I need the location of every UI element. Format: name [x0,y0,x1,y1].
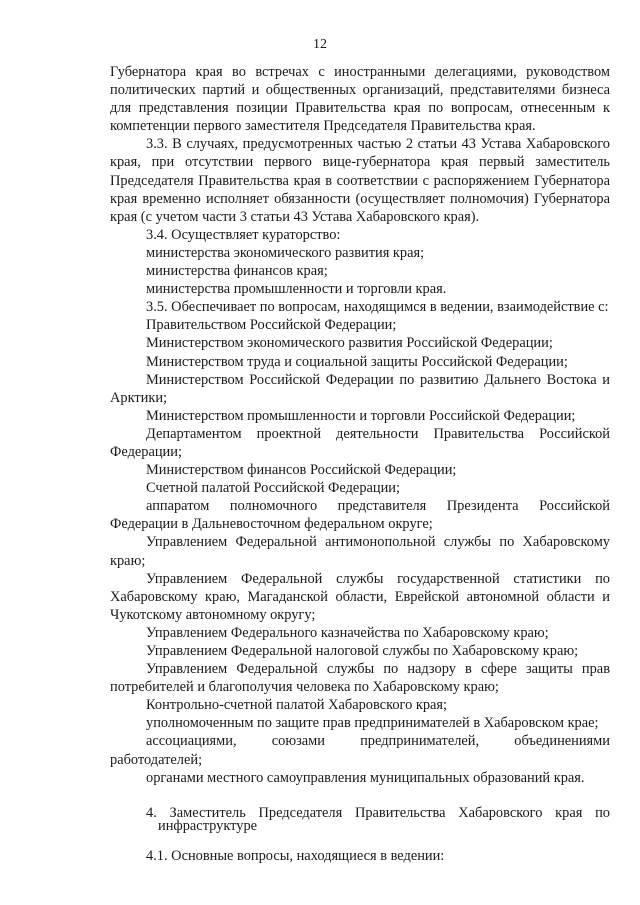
paragraph: министерства промышленности и торговли края. [146,281,447,298]
paragraph: 3.4. Осуществляет кураторство: [146,226,341,243]
paragraph: Управлением Федеральной службы государственной статистики по Хабаровскому краю, Магаданской области, Еврейской автономной области и Чукотскому автономному округу; [110,570,610,623]
paragraph: Министерством Российской Федерации по развитию Дальнего Востока и Арктики; [110,371,610,406]
paragraph: 3.3. В случаях, предусмотренных частью 2 статьи 43 Устава Хабаровского края, при отсутствии первого вице-губернатора края первый заместитель Председателя Правительства края в соответствии с распоряжением Губернатора края временно исполняет обязанности (осуществляет полномочия) Губернатора края (с учетом части 3 статьи 43 Устава Хабаровского края). [110,136,610,225]
paragraph: 3.5. Обеспечивает по вопросам, находящимся в ведении, взаимодействие с: [146,299,609,316]
paragraph: Контрольно-счетной палатой Хабаровского края; [146,697,448,714]
paragraph: аппаратом полномочного представителя Президента Российской Федерации в Дальневосточном федеральном округе; [110,498,610,533]
paragraph: 4.1. Основные вопросы, находящиеся в ведении: [146,847,445,864]
section-heading: 4. Заместитель Председателя Правительства Хабаровского края по инфраструктуре [146,804,610,834]
paragraph: уполномоченным по защите прав предпринимателей в Хабаровском крае; [146,715,599,732]
paragraph: Управлением Федеральной антимонопольной службы по Хабаровскому краю; [110,534,610,569]
paragraph: ассоциациями, союзами предпринимателей, объединениями работодателей; [110,733,610,768]
paragraph: министерства финансов края; [146,263,328,280]
paragraph: Министерством экономического развития Российской Федерации; [146,335,553,352]
paragraph: министерства экономического развития края; [146,244,425,261]
paragraph: Управлением Федеральной службы по надзору в сфере защиты прав потребителей и благополучия человека по Хабаровскому краю; [110,661,610,696]
paragraph: Счетной палатой Российской Федерации; [146,480,400,497]
paragraph-continuation: Губернатора края во встречах с иностранными делегациями, руководством политических партий и общественных организаций, представителями бизнеса для представления позиции Правительства края по вопросам, отнесенным к компетенции первого заместителя Председателя Правительства края. [110,64,610,135]
document-body [110,63,610,865]
paragraph: Министерством промышленности и торговли Российской Федерации; [146,407,576,424]
paragraph: Министерством финансов Российской Федерации; [146,462,457,479]
paragraph: Министерством труда и социальной защиты Российской Федерации; [146,353,568,370]
paragraph: Правительством Российской Федерации; [146,317,397,334]
paragraph: Управлением Федерального казначейства по Хабаровскому краю; [146,624,549,641]
paragraph: Управлением Федеральной налоговой службы по Хабаровскому краю; [146,643,579,659]
paragraph: органами местного самоуправления муниципальных образований края. [146,769,585,786]
paragraph: Департаментом проектной деятельности Правительства Российской Федерации; [110,425,610,460]
page-number: 12 [313,37,327,52]
